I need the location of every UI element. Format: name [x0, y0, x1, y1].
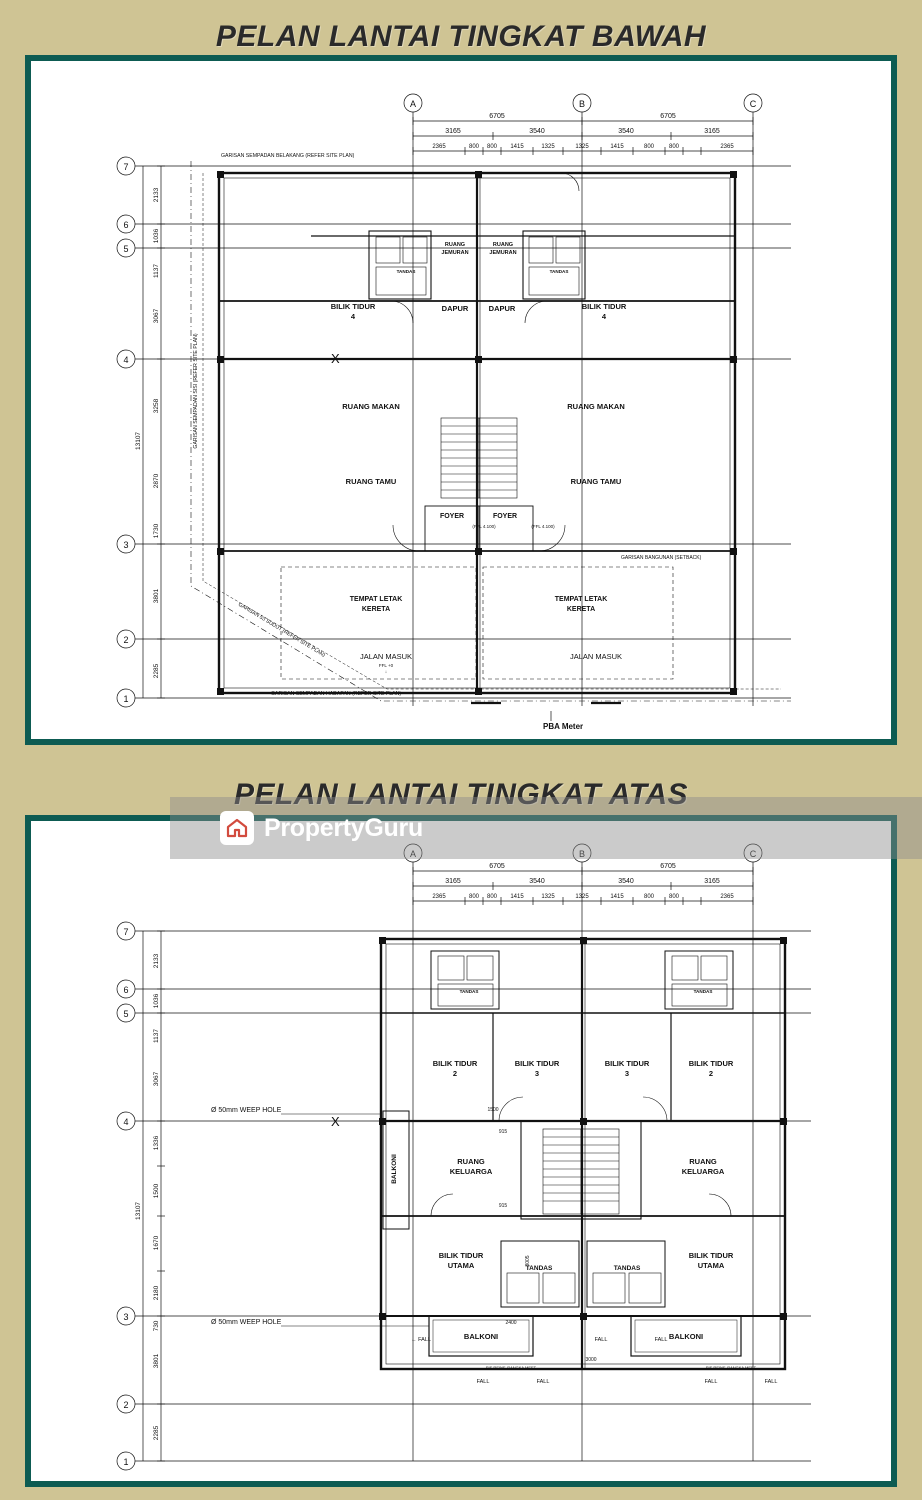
- dim-left-1036: 1036: [153, 228, 160, 244]
- note-setback-rear: GARISAN SEMPADAN BELAKANG (REFER SITE PLAN): [221, 153, 355, 159]
- dim-800-a-upper: 800: [468, 894, 480, 900]
- dim-1415-a: 1415: [510, 144, 524, 150]
- room-label-bilik-tidur-utama-left-line1: BILIK TIDUR: [438, 1251, 484, 1260]
- note-setback-front: GARISAN SEMPADAN HADAPAN (REFER SITE PLAN): [271, 691, 402, 697]
- room-label-dapur-right: DAPUR: [488, 304, 516, 313]
- dim-3000: 3000: [585, 1357, 597, 1363]
- dim-left-total: 13107: [135, 431, 142, 451]
- room-label-jalan-masuk-right: JALAN MASUK: [569, 652, 623, 661]
- dim-1325-a: 1325: [541, 144, 555, 150]
- dim-left-1500-upper: 1500: [153, 1183, 160, 1199]
- room-label-ruang-jemuran-right-line2: JEMURAN: [489, 250, 517, 256]
- room-label-bilik-tidur-2-right-line1: BILIK TIDUR: [688, 1059, 734, 1068]
- dim-1325-a-upper: 1325: [541, 894, 555, 900]
- dim-3165-a-upper: 3165: [445, 878, 461, 885]
- room-label-jalan-masuk-left: JALAN MASUK: [359, 652, 413, 661]
- ffl-note-left: (FFL 4.100): [472, 524, 496, 529]
- dim-800-b: 800: [486, 144, 498, 150]
- room-label-foyer-left: FOYER: [439, 513, 465, 520]
- ffl-note-right: (FFL 4.100): [531, 524, 555, 529]
- room-label-ruang-tamu-right: RUANG TAMU: [570, 477, 622, 486]
- ground-floor-drawing: [31, 61, 891, 739]
- dim-800-d-upper: 800: [668, 894, 680, 900]
- dim-3540-a-upper: 3540: [529, 878, 545, 885]
- dim-1500-upper: 1500: [487, 1107, 499, 1113]
- page-title-ground-floor: PELAN LANTAI TINGKAT BAWAH: [215, 20, 707, 53]
- note-53-angle: GARISAN 53 SUDUT (REFER SITE PLAN): [237, 601, 327, 659]
- dim-left-2133-upper: 2133: [153, 953, 160, 969]
- dim-left-3067: 3067: [153, 308, 160, 324]
- section-marker-x-upper: X: [331, 1114, 340, 1129]
- grid-label-1-upper: 1: [123, 1457, 129, 1467]
- grid-label-7-upper: 7: [123, 927, 129, 937]
- dim-left-1730: 1730: [153, 523, 160, 539]
- room-label-ruang-jemuran-left-line2: JEMURAN: [441, 250, 469, 256]
- label-pba-meter: PBA Meter: [543, 722, 584, 731]
- room-label-bilik-tidur-utama-right-line2: UTAMA: [697, 1261, 725, 1270]
- note-fall-e: FALL: [536, 1379, 550, 1385]
- room-label-ruang-makan-left: RUANG MAKAN: [342, 402, 400, 411]
- room-label-tempat-letak-kereta-right-line2: KERETA: [566, 606, 596, 613]
- ground-floor-plan-frame: [25, 55, 897, 745]
- dim-left-2870: 2870: [153, 473, 160, 489]
- note-fall-c: FALL: [654, 1337, 668, 1343]
- room-label-tempat-letak-kereta-left-line1: TEMPAT LETAK: [349, 596, 403, 603]
- room-label-tandas-left: TANDAS: [396, 269, 416, 274]
- room-label-bilik-tidur-4-left-line2: 4: [350, 312, 356, 321]
- grid-label-b: B: [578, 99, 586, 109]
- room-label-tandas-upper-right: TANDAS: [693, 989, 713, 994]
- dim-left-1336-upper: 1336: [153, 1135, 160, 1151]
- room-label-tandas-master-right: TANDAS: [613, 1265, 641, 1272]
- dim-3165-a: 3165: [445, 128, 461, 135]
- dim-3165-b: 3165: [704, 128, 720, 135]
- dim-2365-b: 2365: [720, 144, 734, 150]
- arrow-note-left: ↓: [384, 669, 388, 674]
- dim-915-a: 915: [498, 1129, 508, 1135]
- dim-3165-b-upper: 3165: [704, 878, 720, 885]
- dim-left-2180-upper: 2180: [153, 1285, 160, 1301]
- dim-3540-a: 3540: [529, 128, 545, 135]
- room-label-bilik-tidur-utama-right-line1: BILIK TIDUR: [688, 1251, 734, 1260]
- grid-label-c-upper: C: [749, 849, 757, 859]
- dim-left-3258: 3258: [153, 398, 160, 414]
- room-label-ruang-keluarga-right-line2: KELUARGA: [681, 1167, 725, 1176]
- grid-label-2-upper: 2: [123, 1400, 129, 1410]
- dim-left-3067-upper: 3067: [153, 1071, 160, 1087]
- room-label-bilik-tidur-2-right-line2: 2: [708, 1069, 714, 1078]
- note-weep-hole-bottom: Ø 50mm WEEP HOLE: [211, 1319, 282, 1326]
- dim-left-730-upper: 730: [153, 1320, 160, 1332]
- dim-left-3801-upper: 3801: [153, 1353, 160, 1369]
- room-label-ruang-jemuran-right-line1: RUANG: [492, 242, 514, 248]
- room-label-bilik-tidur-3-right-line1: BILIK TIDUR: [604, 1059, 650, 1068]
- dim-2400: 2400: [505, 1320, 517, 1326]
- room-label-bilik-tidur-3-right-line2: 3: [624, 1069, 630, 1078]
- dim-top-6705-left-upper: 6705: [489, 863, 505, 870]
- dim-left-2133: 2133: [153, 187, 160, 203]
- dim-left-1036-upper: 1036: [153, 993, 160, 1009]
- room-label-balkoni-side: BALKONI: [391, 1154, 398, 1184]
- grid-label-6-upper: 6: [123, 985, 129, 995]
- grid-label-3: 3: [123, 540, 129, 550]
- dim-3540-b-upper: 3540: [618, 878, 634, 885]
- note-fall-b: FALL: [594, 1337, 608, 1343]
- note-building-line: GARISAN BANGUNAN (SETBACK): [621, 555, 702, 561]
- room-label-bilik-tidur-2-left-line2: 2: [452, 1069, 458, 1078]
- note-fall-d: FALL: [476, 1379, 490, 1385]
- room-label-ruang-tamu-left: RUANG TAMU: [345, 477, 397, 486]
- room-label-tandas-upper-left: TANDAS: [459, 989, 479, 994]
- dim-800-d: 800: [668, 144, 680, 150]
- dim-3005: 3005: [525, 1255, 531, 1267]
- note-weep-hole-top: Ø 50mm WEEP HOLE: [211, 1107, 282, 1114]
- upper-floor-plan-frame: [25, 815, 897, 1487]
- dim-2365-a: 2365: [432, 144, 446, 150]
- dim-top-6705-right: 6705: [660, 113, 676, 120]
- grid-label-5-upper: 5: [123, 1009, 129, 1019]
- room-label-foyer-right: FOYER: [492, 513, 518, 520]
- note-reinf-left: R/F REINF. RANGKA MEET: [485, 1365, 537, 1370]
- dim-2365-b-upper: 2365: [720, 894, 734, 900]
- grid-label-b-upper: B: [578, 849, 586, 859]
- grid-label-6: 6: [123, 220, 129, 230]
- grid-label-a: A: [409, 99, 417, 109]
- grid-label-2: 2: [123, 635, 129, 645]
- room-label-ruang-jemuran-left-line1: RUANG: [444, 242, 466, 248]
- dim-left-3801: 3801: [153, 588, 160, 604]
- section-marker-x: X: [331, 351, 340, 366]
- room-label-ruang-keluarga-left-line1: RUANG: [457, 1157, 485, 1166]
- dim-left-1670-upper: 1670: [153, 1235, 160, 1251]
- grid-label-4-upper: 4: [123, 1117, 129, 1127]
- room-label-ruang-keluarga-right-line1: RUANG: [689, 1157, 717, 1166]
- upper-floor-drawing: [31, 821, 891, 1481]
- dim-800-a: 800: [468, 144, 480, 150]
- note-fall-f: FALL: [704, 1379, 718, 1385]
- dim-915-b: 915: [498, 1203, 508, 1209]
- room-label-tandas-master-left: TANDAS: [525, 1265, 553, 1272]
- propertyguru-logo-icon: [220, 811, 254, 845]
- grid-label-5: 5: [123, 244, 129, 254]
- grid-label-3-upper: 3: [123, 1312, 129, 1322]
- room-label-balkoni-left: BALKONI: [463, 1332, 499, 1341]
- dim-1325-b-upper: 1325: [575, 894, 589, 900]
- note-fall-g: FALL: [764, 1379, 778, 1385]
- dim-left-total-upper: 13107: [135, 1201, 142, 1221]
- dim-left-1137: 1137: [153, 264, 160, 278]
- room-label-tempat-letak-kereta-right-line1: TEMPAT LETAK: [554, 596, 608, 603]
- room-label-ruang-keluarga-left-line2: KELUARGA: [449, 1167, 493, 1176]
- room-label-bilik-tidur-4-right-line1: BILIK TIDUR: [581, 302, 627, 311]
- page-title-upper-floor: PELAN LANTAI TINGKAT ATAS: [233, 778, 689, 811]
- grid-label-a-upper: A: [409, 849, 417, 859]
- room-label-bilik-tidur-3-left-line1: BILIK TIDUR: [514, 1059, 560, 1068]
- dim-800-c: 800: [643, 144, 655, 150]
- watermark-brand-label: PropertyGuru: [264, 813, 423, 842]
- watermark-banner: [170, 797, 922, 859]
- room-label-bilik-tidur-4-left-line1: BILIK TIDUR: [330, 302, 376, 311]
- dim-800-b-upper: 800: [486, 894, 498, 900]
- room-label-bilik-tidur-utama-left-line2: UTAMA: [447, 1261, 475, 1270]
- room-label-bilik-tidur-4-right-line2: 4: [601, 312, 607, 321]
- note-setback-side: GARISAN SEMPADAN SISI (REFER SITE PLAN): [193, 333, 199, 449]
- dim-left-2285: 2285: [153, 663, 160, 679]
- room-label-balkoni-right: BALKONI: [668, 1332, 704, 1341]
- room-label-dapur-left: DAPUR: [441, 304, 469, 313]
- room-label-tandas-right: TANDAS: [549, 269, 569, 274]
- grid-label-4: 4: [123, 355, 129, 365]
- dim-top-6705-right-upper: 6705: [660, 863, 676, 870]
- dim-top-6705-left: 6705: [489, 113, 505, 120]
- dim-800-c-upper: 800: [643, 894, 655, 900]
- upper-floor-plan-canvas: [31, 821, 891, 1481]
- ground-floor-plan-canvas: [31, 61, 891, 739]
- room-label-ruang-makan-right: RUANG MAKAN: [567, 402, 625, 411]
- dim-left-2285-upper: 2285: [153, 1425, 160, 1441]
- dim-1415-b-upper: 1415: [610, 894, 624, 900]
- dim-left-1137-upper: 1137: [153, 1029, 160, 1043]
- dim-1415-a-upper: 1415: [510, 894, 524, 900]
- dim-3540-b: 3540: [618, 128, 634, 135]
- room-label-bilik-tidur-3-left-line2: 3: [534, 1069, 540, 1078]
- grid-label-1: 1: [123, 694, 129, 704]
- room-label-tempat-letak-kereta-left-line2: KERETA: [361, 606, 391, 613]
- grid-label-c: C: [749, 99, 757, 109]
- dim-2365-a-upper: 2365: [432, 894, 446, 900]
- room-label-bilik-tidur-2-left-line1: BILIK TIDUR: [432, 1059, 478, 1068]
- note-fall-a: ← FALL: [411, 1337, 431, 1343]
- grid-label-7: 7: [123, 162, 129, 172]
- level-note-left: FFL +0: [378, 663, 394, 668]
- dim-1415-b: 1415: [610, 144, 624, 150]
- dim-1325-b: 1325: [575, 144, 589, 150]
- note-reinf-right: R/F REINF. RANGKA MEET: [705, 1365, 757, 1370]
